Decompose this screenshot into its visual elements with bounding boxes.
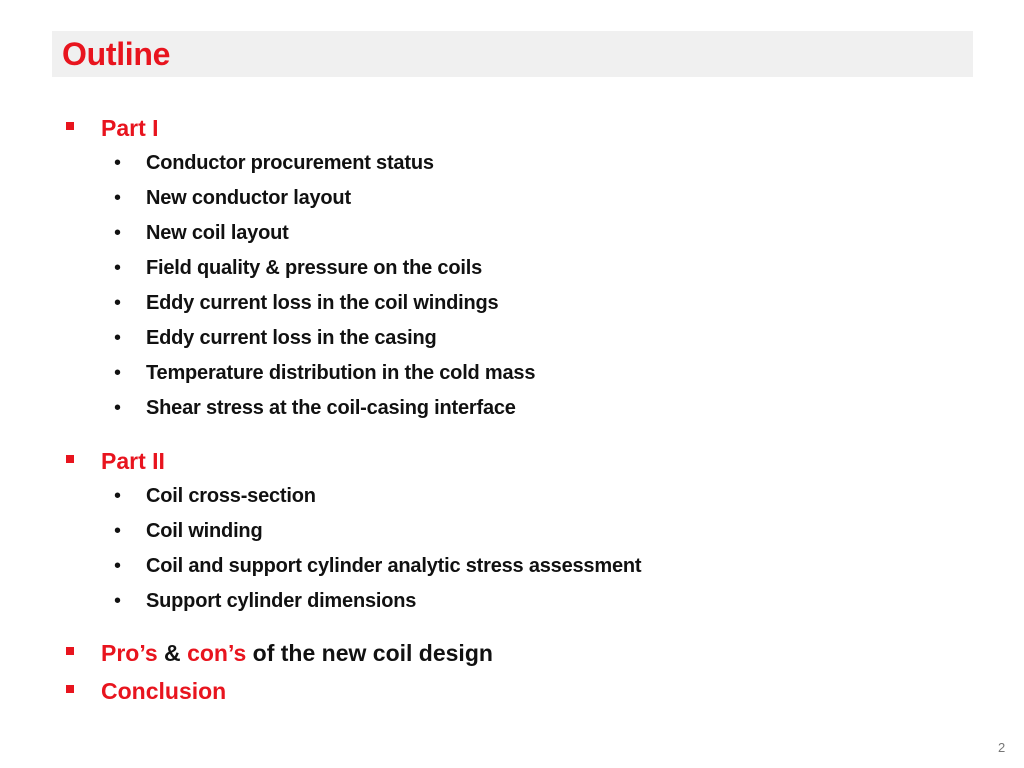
list-item-text: Temperature distribution in the cold mass <box>146 362 536 384</box>
list-item <box>0 482 900 512</box>
square-bullet-icon <box>66 455 74 463</box>
list-item-text: Conductor procurement status <box>146 152 434 174</box>
list-item <box>0 359 900 389</box>
list-item <box>0 394 900 424</box>
section-heading: Conclusion <box>101 678 227 704</box>
list-item-text: Field quality & pressure on the coils <box>146 257 483 279</box>
section-heading: Part II <box>101 448 165 474</box>
square-bullet-icon <box>66 122 74 130</box>
list-item <box>0 219 900 249</box>
heading-rest-text: of the new coil design <box>246 640 493 666</box>
section-heading: Part I <box>101 115 159 141</box>
list-item <box>0 184 900 214</box>
bullet-dot-icon: • <box>114 187 122 209</box>
list-item <box>0 587 900 617</box>
bullet-dot-icon: • <box>114 590 122 612</box>
bullet-dot-icon: • <box>114 292 122 314</box>
bullet-dot-icon: • <box>114 327 122 349</box>
list-item <box>0 324 900 354</box>
bullet-dot-icon: • <box>114 397 122 419</box>
list-item-text: New conductor layout <box>146 187 351 209</box>
bullet-dot-icon: • <box>114 485 122 507</box>
list-item-text: Coil and support cylinder analytic stress assessment <box>146 555 642 577</box>
pros-text: Pro’s <box>101 640 158 666</box>
list-item-text: Eddy current loss in the coil windings <box>146 292 499 314</box>
bullet-dot-icon: • <box>114 222 122 244</box>
slide-title: Outline <box>62 36 171 72</box>
list-item-text: Eddy current loss in the casing <box>146 327 437 349</box>
list-item-text: New coil layout <box>146 222 289 244</box>
square-bullet-icon <box>66 647 74 655</box>
bullet-dot-icon: • <box>114 362 122 384</box>
bullet-dot-icon: • <box>114 520 122 542</box>
list-item <box>0 149 900 179</box>
cons-text: con’s <box>187 640 247 666</box>
ampersand-text: & <box>157 640 188 666</box>
bullet-dot-icon: • <box>114 152 122 174</box>
list-item <box>0 289 900 319</box>
bullet-dot-icon: • <box>114 555 122 577</box>
square-bullet-icon <box>66 685 74 693</box>
list-item <box>0 517 900 547</box>
page-number: 2 <box>998 740 1006 755</box>
list-item-text: Coil cross-section <box>146 485 316 507</box>
list-item-text: Shear stress at the coil-casing interface <box>146 397 516 419</box>
list-item-text: Coil winding <box>146 520 263 542</box>
bullet-dot-icon: • <box>114 257 122 279</box>
section-heading <box>101 639 493 667</box>
title-bar <box>52 31 973 77</box>
list-item-text: Support cylinder dimensions <box>146 590 417 612</box>
list-item <box>0 254 900 284</box>
list-item <box>0 552 900 582</box>
